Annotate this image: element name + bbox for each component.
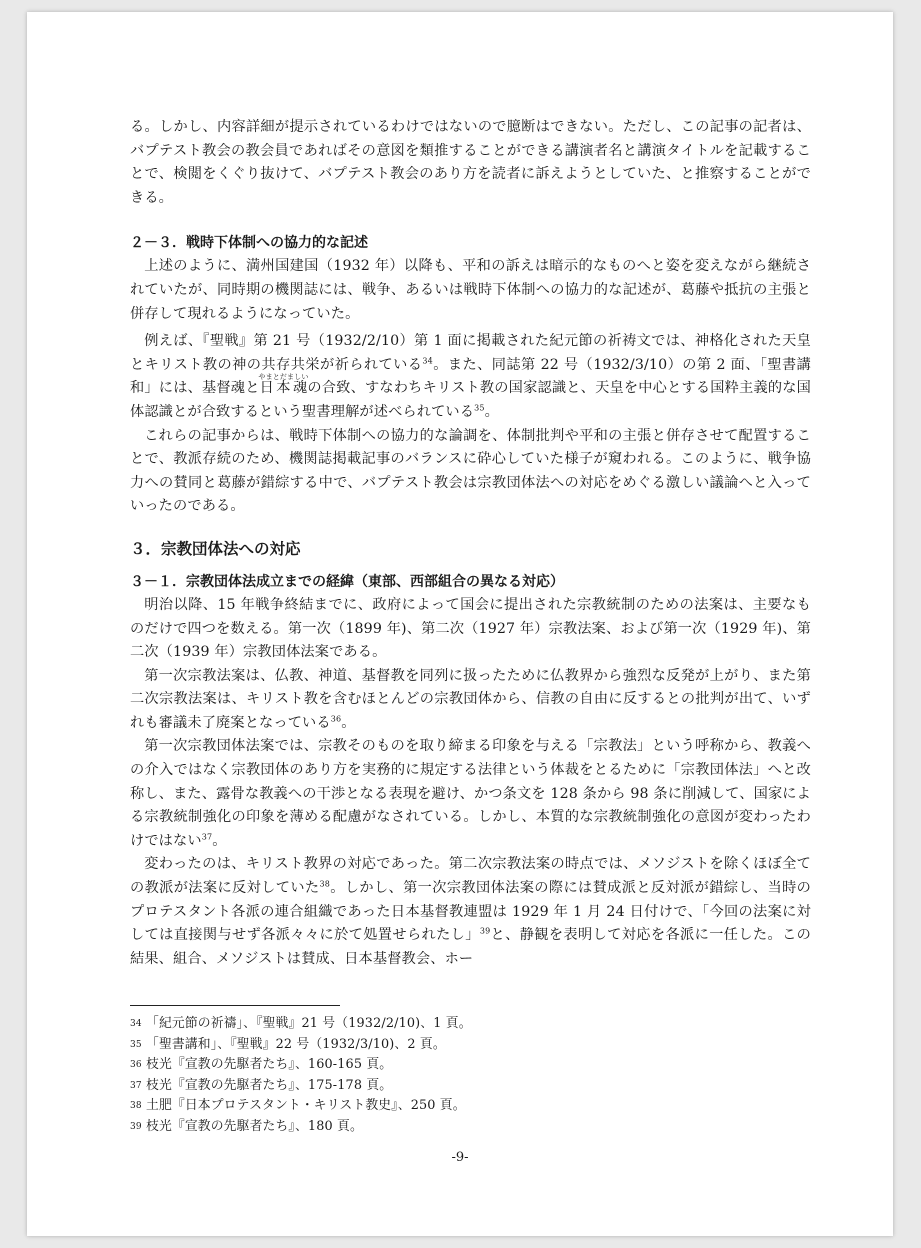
document-page (27, 12, 893, 1236)
paragraph-3-1-4: 変わったのは、キリスト教界の対応であった。第二次宗教法案の時点では、メソジストを除くほぼ全ての教派が法案に反対していた$^{38}$。しかし、第一次宗教団体法案の際には賛成派と反対派が錯綜し、当時のプロテスタント各派の連合組織であった日本基督教連盟は 1929 年 1 月 24 日付けで、「今回の法案に対しては直接関与せず各派々々に於て処置せられたし」$^{39}$と、静観を表明して対応を各派に一任した。この結果、組合、メソジストは賛成、日本基督教会、ホー (130, 856, 812, 967)
ruby-yamatodamashii: 日本魂やまとだましい (258, 373, 309, 397)
paragraph-2-3-1: 上述のように、満州国建国（1932 年）以降も、平和の訴えは暗示的なものへと姿を変えながら継続されていたが、同時期の機関誌には、戦争、あるいは戦時下体制への協力的な記述が、葛藤や抵抗の主張と併存して現れるようになっていた。 (130, 258, 811, 322)
top-paragraph: る。しかし、内容詳細が提示されているわけではないので臆断はできない。ただし、この記事の記者は、バプテスト教会の教会員であればその意図を類推することができる講演者名と講演タイトルを記載することで、検閲をくぐり抜けて、バプテスト教会のあり方を読者に訴えようとしていた、と推察することができる。 (130, 119, 811, 206)
footnote-ref-39: 39 (479, 926, 491, 936)
heading-2-3: ２－３．戦時下体制への協力的な記述 (130, 235, 368, 252)
footnote: 39 枝光『宣教の先駆者たち』、180 頁。 (130, 1118, 363, 1134)
footnote: 34 「紀元節の祈禱」、『聖戦』21 号（1932/2/10)、1 頁。 (130, 1016, 472, 1032)
footnote: 38 土肥『日本プロテスタント・キリスト教史』、250 頁。 (130, 1098, 466, 1114)
paragraph-3-1-1: 明治以降、15 年戦争終結までに、政府によって国会に提出された宗教統制のための法案は、主要なものだけで四つを数える。第一次（1899 年)、第二次（1927 年）宗教法案、および第一次（1929 年)、第二次（1939 年）宗教団体法案である。 (130, 596, 811, 661)
footnote: 37 枝光『宣教の先駆者たち』、175-178 頁。 (130, 1077, 393, 1093)
page-body (130, 116, 811, 1137)
footnote-ref-36: 36 (330, 714, 342, 724)
footnote: 35 「聖書講和」、『聖戦』22 号（1932/3/10)、2 頁。 (130, 1036, 446, 1052)
heading-3-1: ３－１．宗教団体法成立までの経緯（東部、西部組合の異なる対応） (130, 573, 564, 590)
footnote-divider (130, 1005, 340, 1006)
footnote-ref-34: 34 (422, 356, 433, 366)
heading-3: ３．宗教団体法への対応 (130, 539, 301, 558)
footnote: 36 枝光『宣教の先駆者たち』、160-165 頁。 (130, 1057, 393, 1073)
paragraph-3-1-2: 第一次宗教法案は、仏教、神道、基督教を同列に扱ったために仏教界から強烈な反発が上がり、また第二次宗教法案は、キリスト教を含むほとんどの宗教団体から、信教の自由に反するとの批判が出て、いずれも審議未了廃案となっている$^{36}$。 (130, 667, 811, 731)
paragraph-2-3-3: これらの記事からは、戦時下体制への協力的な論調を、体制批判や平和の主張と併存させて配置することで、教派存続のため、機関誌掲載記事のバランスに砕心していた様子が窺われる。このように、戦争協力への賛同と葛藤が錯綜する中で、バプテスト教会は宗教団体法への対応をめぐる激しい議論へと入っていったのである。 (130, 427, 811, 515)
footnote-ref-35: 35 (474, 403, 485, 413)
footnotes (130, 1014, 811, 1137)
footnote-ref-37: 37 (201, 832, 213, 842)
paragraph-3-1-3: 第一次宗教団体法案では、宗教そのものを取り締まる印象を与える「宗教法」という呼称から、教義への介入ではなく宗教団体のあり方を実務的に規定する法律という体裁をとるために「宗教団体法」へと改称し、また、露骨な教義への干渉となる表現を避け、かつ条文を 128 条から 98 条に削減して、国家による宗教統制強化の印象を薄める配慮がなされている。しかし、本質的な宗教統制強化の意図が変わったわけではない$^{37}$。 (130, 738, 811, 849)
paragraph-2-3-2: 例えば、『聖戦』第 21 号（1932/2/10）第 1 面に掲載された紀元節の祈祷文では、神格化された天皇とキリスト教の神の共存共栄が祈られている$^{34}$。また、同誌第 22 号（1932/3/10）の第 2 面、「聖書講和」には、基督魂と日本魂やまとだましいの合致、すなわちキリスト教の国家認識と、天皇を中心とする国粋主義的な国体認識とが合致するという聖書理解が述べられている$^{35}$。 (130, 333, 811, 420)
page-number: -9- (451, 1150, 469, 1165)
footnote-ref-38: 38 (319, 879, 330, 889)
